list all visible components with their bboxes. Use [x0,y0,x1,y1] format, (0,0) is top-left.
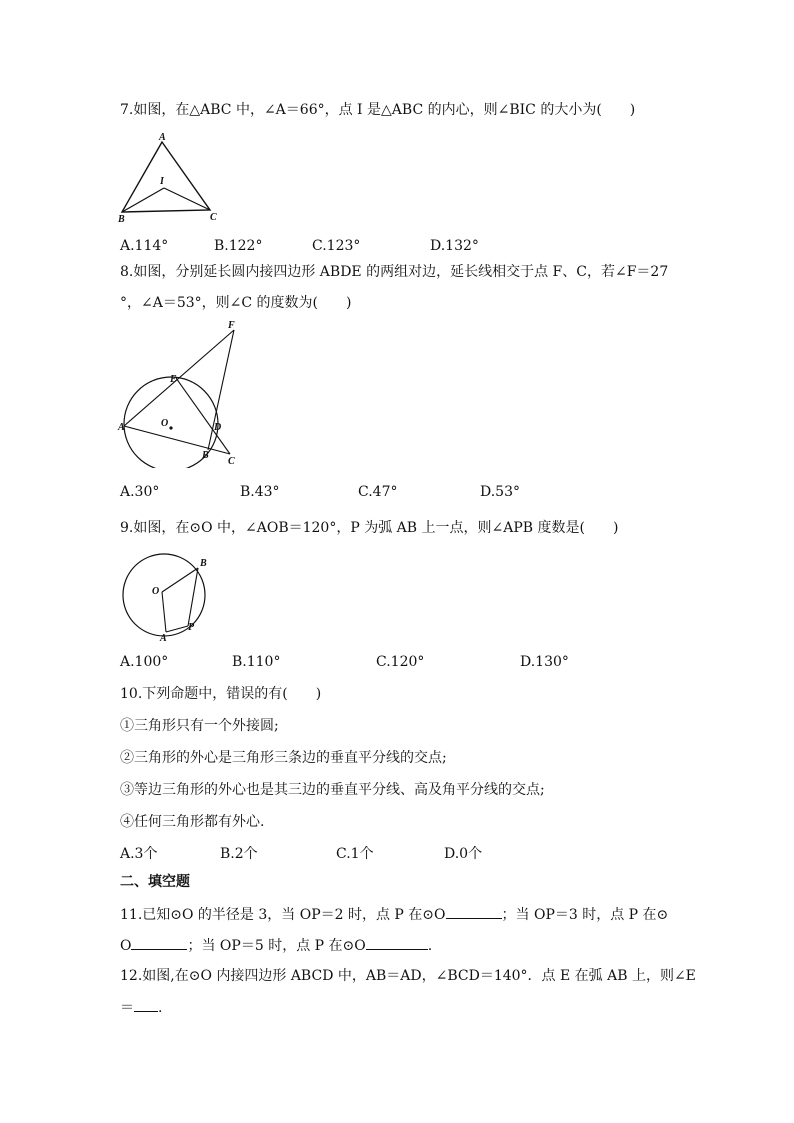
q11-text-5: . [427,938,433,954]
q12-text-1: ＝ [120,1000,134,1016]
q7-figure [114,132,224,224]
q7-stem: 7.如图，在△ABC 中，∠A＝66°，点 I 是△ABC 的内心，则∠BIC 的大小为( ) [120,102,636,118]
q8-label-b: B [202,450,209,461]
q7-label-b: B [118,214,125,224]
q11-line1 [120,904,668,925]
q11-text-2: ；当 OP＝3 时，点 P 在⊙ [501,907,669,923]
q8-option-d: D.53° [480,484,520,500]
q8-label-o: O [161,418,169,429]
q7-label-a: A [159,132,166,143]
q7-option-d: D.132° [430,238,479,254]
q9-label-b: B [200,558,207,569]
q9-option-a: A.100° [120,654,169,670]
q12-text-2: . [158,1000,163,1016]
q9-stem: 9.如图，在⊙O 中，∠AOB＝120°，P 为弧 AB 上一点，则∠APB 度数是( ) [120,520,619,536]
q7-option-c: C.123° [312,238,361,254]
q10-item-4: ④任何三角形都有外心. [120,814,265,830]
q10-item-1: ①三角形只有一个外接圆; [120,718,279,734]
q9-line-ap [166,626,188,632]
q8-figure [116,318,246,468]
q11-blank-1[interactable] [446,904,502,919]
q8-label-d: D [214,422,222,433]
q11-blank-2[interactable] [131,935,187,950]
q8-label-c: C [228,456,235,467]
q10-item-3: ③等边三角形的外心也是其三边的垂直平分线、高及角平分线的交点; [120,782,545,798]
q11-text-4: ；当 OP＝5 时，点 P 在⊙O [187,938,366,954]
q8-stem-line1: 8.如图，分别延长圆内接四边形 ABDE 的两组对边，延长线相交于点 F、C，若∠F＝27 [120,264,669,280]
q10-option-c: C.1个 [336,846,374,862]
q9-label-p: P [188,622,195,633]
q7-triangle [122,142,210,212]
q9-option-c: C.120° [376,654,425,670]
q7-option-a: A.114° [120,238,169,254]
q11-text-1: 11.已知⊙O 的半径是 3，当 OP＝2 时，点 P 在⊙O [120,907,446,923]
q10-item-2: ②三角形的外心是三角形三条边的垂直平分线的交点; [120,750,447,766]
q7-label-i: I [160,176,164,187]
q9-line-bp [188,568,198,626]
q12-line2 [120,997,162,1018]
q11-blank-3[interactable] [366,935,428,950]
q9-option-d: D.130° [520,654,569,670]
q7-option-b: B.122° [214,238,263,254]
q11-text-3: O [120,938,132,954]
q10-option-b: B.2个 [220,846,258,862]
q8-label-e: E [170,374,177,385]
q9-option-b: B.110° [232,654,281,670]
q8-stem-line2: °，∠A＝53°，则∠C 的度数为( ) [120,295,352,311]
q9-label-a: A [160,633,167,642]
q10-option-a: A.3个 [120,846,158,862]
q10-stem: 10.下列命题中，错误的有( ) [120,686,322,702]
q11-line2 [120,935,432,956]
q8-line-af [124,330,234,426]
q8-option-a: A.30° [120,484,160,500]
q9-line-ob [162,568,198,592]
q12-line1: 12.如图,在⊙O 内接四边形 ABCD 中，AB＝AD，∠BCD＝140°．点 E 在弧 AB 上，则∠E [120,968,696,984]
q8-center-dot [169,426,172,429]
q9-label-o: O [152,586,160,597]
q8-option-b: B.43° [240,484,280,500]
q8-label-a: A [118,422,125,433]
q10-option-d: D.0个 [444,846,483,862]
q8-option-c: C.47° [358,484,398,500]
q7-label-c: C [210,212,217,223]
q8-label-f: F [228,320,235,331]
q9-figure [116,550,216,642]
section-title: 二、填空题 [120,874,190,890]
q7-line-ic [164,188,210,210]
q12-blank[interactable] [134,997,158,1012]
q9-line-oa [162,592,166,632]
